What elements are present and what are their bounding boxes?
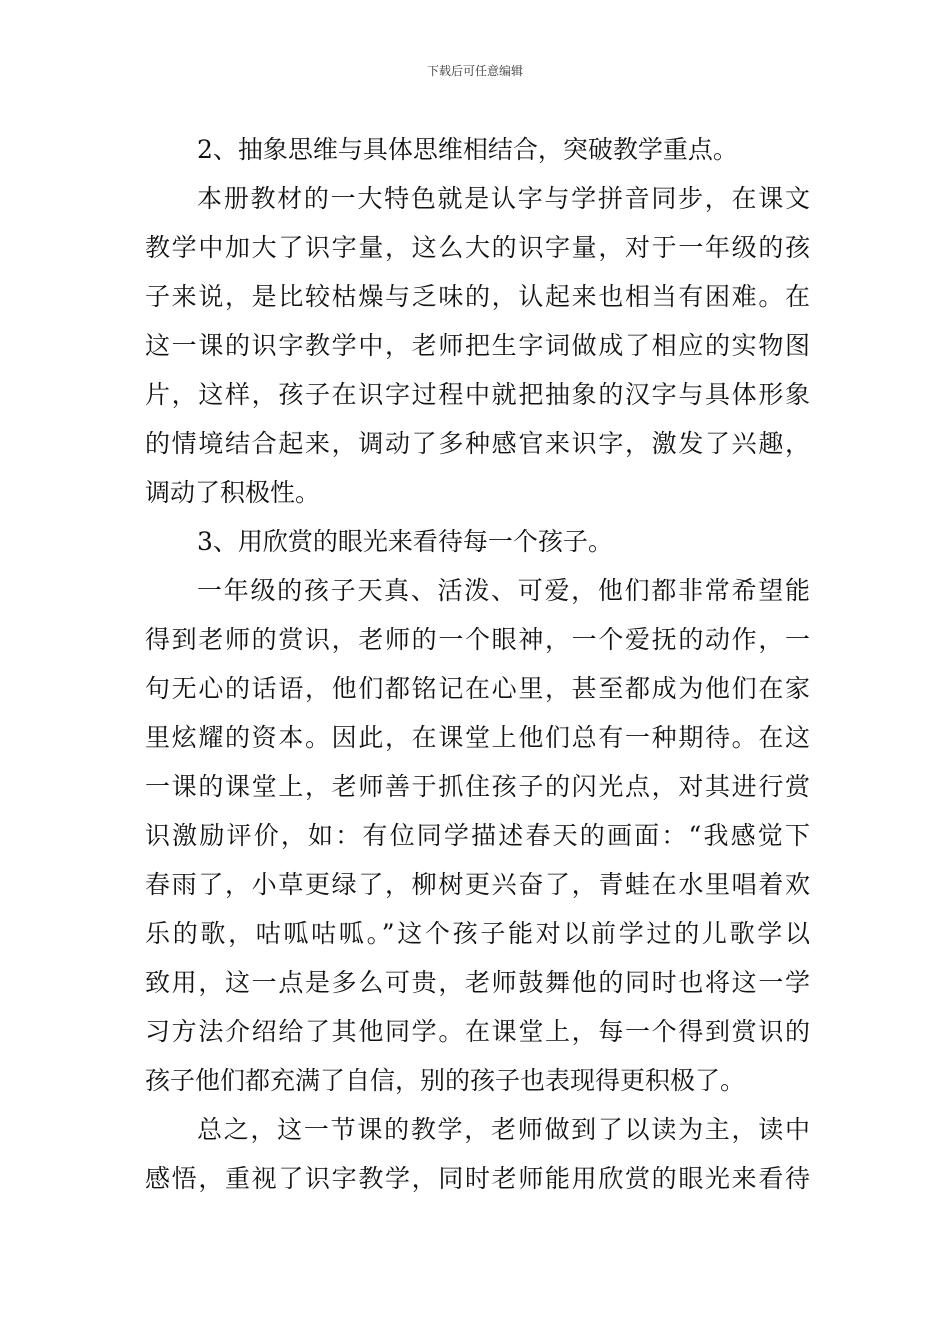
- text-line: 本册教材的一大特色就是认字与学拼音同步，在课文: [197, 184, 810, 213]
- text-line: 致用，这一点是多么可贵，老师鼓舞他的同时也将这一学: [145, 968, 810, 997]
- text-line: 春雨了，小草更绿了，柳树更兴奋了，青蛙在水里唱着欢: [145, 870, 810, 899]
- text-line: 调动了积极性。: [145, 478, 321, 507]
- document-body: [145, 125, 810, 1203]
- text-line: 这一课的识字教学中，老师把生字词做成了相应的实物图: [145, 331, 810, 360]
- text-line: 孩子他们都充满了自信，别的孩子也表现得更积极了。: [145, 1066, 746, 1095]
- text-line: 里炫耀的资本。因此，在课堂上他们总有一种期待。在这: [145, 723, 810, 752]
- text-line: 感悟，重视了识字教学，同时老师能用欣赏的眼光来看待: [145, 1164, 810, 1193]
- text-line: 3、用欣赏的眼光来看待每一个孩子。: [197, 527, 613, 556]
- text-line: 得到老师的赏识，老师的一个眼神，一个爱抚的动作，一: [145, 625, 810, 654]
- text-line: 子来说，是比较枯燥与乏味的，认起来也相当有困难。在: [145, 282, 810, 311]
- text-line: 一课的课堂上，老师善于抓住孩子的闪光点，对其进行赏: [145, 772, 810, 801]
- text-line: 一年级的孩子天真、活泼、可爱，他们都非常希望能: [197, 576, 810, 605]
- paragraph: [145, 1105, 810, 1203]
- paragraph: [145, 174, 810, 517]
- text-line: 教学中加大了识字量，这么大的识字量，对于一年级的孩: [145, 233, 810, 262]
- text-line: 句无心的话语，他们都铭记在心里，甚至都成为他们在家: [145, 674, 810, 703]
- text-line: 识激励评价，如：有位同学描述春天的画面：“我感觉下: [145, 821, 810, 850]
- text-line: 的情境结合起来，调动了多种感官来识字，激发了兴趣，: [145, 429, 810, 458]
- paragraph: [145, 566, 810, 1105]
- paragraph: [145, 517, 810, 566]
- paragraph: [145, 125, 810, 174]
- text-line: 总之，这一节课的教学，老师做到了以读为主，读中: [197, 1115, 810, 1144]
- text-line: 2、抽象思维与具体思维相结合，突破教学重点。: [197, 135, 738, 164]
- text-line: 习方法介绍给了其他同学。在课堂上，每一个得到赏识的: [145, 1017, 810, 1046]
- text-line: 乐的歌，咕呱咕呱。”这个孩子能对以前学过的儿歌学以: [145, 919, 810, 948]
- page-header: 下载后可任意编辑: [426, 64, 523, 78]
- text-line: 片，这样，孩子在识字过程中就把抽象的汉字与具体形象: [145, 380, 810, 409]
